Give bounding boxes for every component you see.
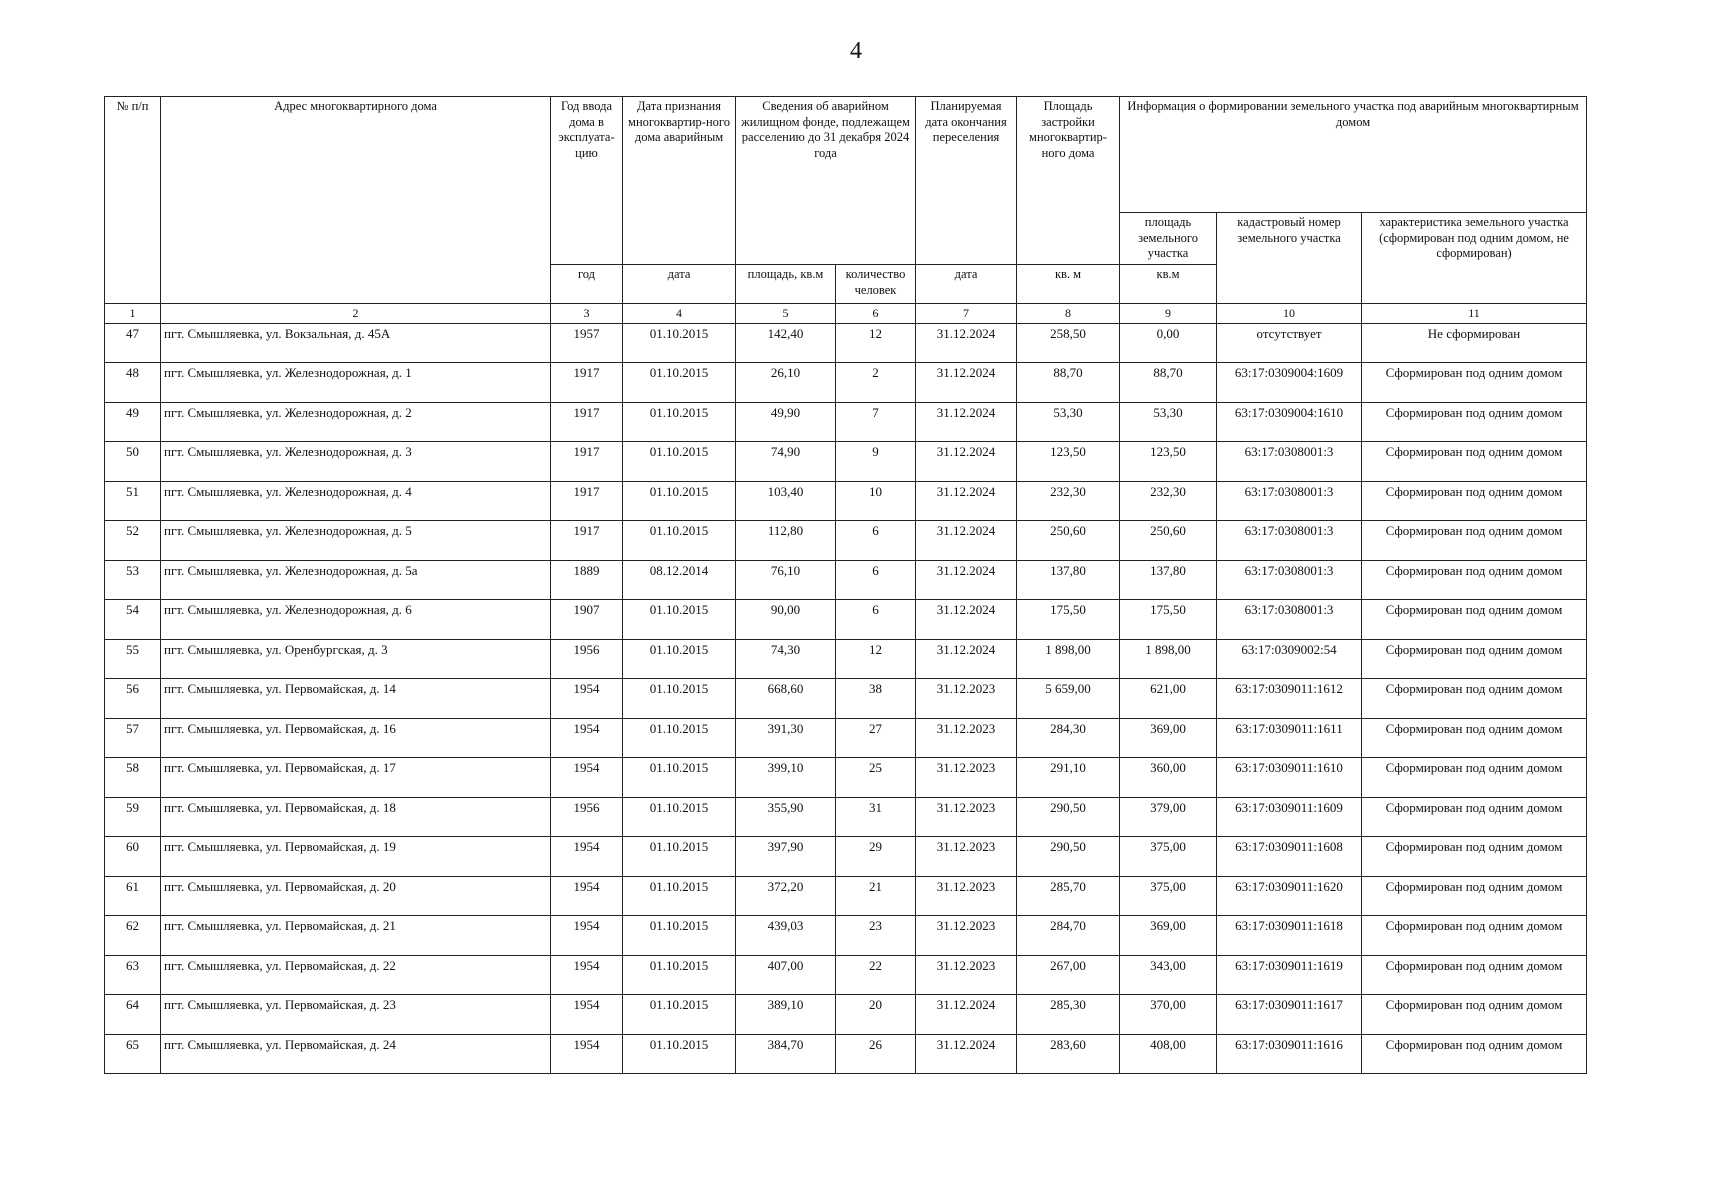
row-address: пгт. Смышляевка, ул. Железнодорожная, д. 5 — [161, 521, 551, 561]
row-cadastral: 63:17:0309011:1618 — [1217, 916, 1362, 956]
header-emergency-fund: Сведения об аварийном жилищном фонде, подлежащем расселению до 31 декабря 2024 года — [736, 97, 916, 265]
row-number: 48 — [105, 363, 161, 403]
row-planned-date: 31.12.2023 — [916, 837, 1017, 877]
row-number: 47 — [105, 323, 161, 363]
row-building-area: 290,50 — [1017, 837, 1120, 877]
row-planned-date: 31.12.2024 — [916, 442, 1017, 482]
table-row — [105, 955, 1587, 995]
row-area: 439,03 — [736, 916, 836, 956]
row-people: 29 — [836, 837, 916, 877]
row-year: 1917 — [551, 402, 623, 442]
unit-people: количество человек — [836, 264, 916, 303]
row-recognition-date: 01.10.2015 — [623, 679, 736, 719]
row-address: пгт. Смышляевка, ул. Первомайская, д. 24 — [161, 1034, 551, 1074]
row-land-area: 360,00 — [1120, 758, 1217, 798]
table-row — [105, 718, 1587, 758]
row-land-status: Сформирован под одним домом — [1362, 679, 1587, 719]
row-recognition-date: 01.10.2015 — [623, 876, 736, 916]
row-area: 407,00 — [736, 955, 836, 995]
unit-date: дата — [623, 264, 736, 303]
row-cadastral: 63:17:0308001:3 — [1217, 442, 1362, 482]
unit-year: год — [551, 264, 623, 303]
row-address: пгт. Смышляевка, ул. Первомайская, д. 23 — [161, 995, 551, 1035]
row-land-status: Сформирован под одним домом — [1362, 797, 1587, 837]
row-area: 49,90 — [736, 402, 836, 442]
row-cadastral: 63:17:0309011:1611 — [1217, 718, 1362, 758]
row-people: 2 — [836, 363, 916, 403]
row-land-area: 621,00 — [1120, 679, 1217, 719]
row-area: 74,30 — [736, 639, 836, 679]
row-people: 10 — [836, 481, 916, 521]
row-recognition-date: 01.10.2015 — [623, 521, 736, 561]
header-land-group: Информация о формировании земельного участка под аварийным многоквартирным домом — [1120, 97, 1587, 213]
table-row — [105, 402, 1587, 442]
row-planned-date: 31.12.2023 — [916, 679, 1017, 719]
table-row — [105, 876, 1587, 916]
row-recognition-date: 08.12.2014 — [623, 560, 736, 600]
row-building-area: 1 898,00 — [1017, 639, 1120, 679]
row-recognition-date: 01.10.2015 — [623, 797, 736, 837]
column-number: 11 — [1362, 303, 1587, 323]
row-recognition-date: 01.10.2015 — [623, 363, 736, 403]
row-building-area: 284,70 — [1017, 916, 1120, 956]
row-year: 1954 — [551, 1034, 623, 1074]
row-building-area: 291,10 — [1017, 758, 1120, 798]
row-people: 22 — [836, 955, 916, 995]
row-people: 27 — [836, 718, 916, 758]
row-number: 65 — [105, 1034, 161, 1074]
row-number: 63 — [105, 955, 161, 995]
row-area: 397,90 — [736, 837, 836, 877]
table-row — [105, 995, 1587, 1035]
row-building-area: 267,00 — [1017, 955, 1120, 995]
row-cadastral: 63:17:0309011:1619 — [1217, 955, 1362, 995]
column-number: 3 — [551, 303, 623, 323]
row-land-status: Сформирован под одним домом — [1362, 363, 1587, 403]
row-address: пгт. Смышляевка, ул. Железнодорожная, д. 1 — [161, 363, 551, 403]
header-num: № п/п — [105, 97, 161, 304]
row-year: 1954 — [551, 876, 623, 916]
row-people: 12 — [836, 639, 916, 679]
header-building-area: Площадь застройки многоквартир-ного дома — [1017, 97, 1120, 265]
emergency-housing-table — [104, 96, 1587, 1074]
row-building-area: 88,70 — [1017, 363, 1120, 403]
row-number: 55 — [105, 639, 161, 679]
row-people: 6 — [836, 600, 916, 640]
row-people: 26 — [836, 1034, 916, 1074]
row-recognition-date: 01.10.2015 — [623, 955, 736, 995]
row-number: 56 — [105, 679, 161, 719]
row-planned-date: 31.12.2024 — [916, 481, 1017, 521]
table-row — [105, 560, 1587, 600]
row-building-area: 123,50 — [1017, 442, 1120, 482]
row-address: пгт. Смышляевка, ул. Первомайская, д. 18 — [161, 797, 551, 837]
row-address: пгт. Смышляевка, ул. Первомайская, д. 14 — [161, 679, 551, 719]
row-area: 142,40 — [736, 323, 836, 363]
page-number: 4 — [850, 38, 862, 64]
row-land-status: Сформирован под одним домом — [1362, 560, 1587, 600]
row-cadastral: 63:17:0308001:3 — [1217, 481, 1362, 521]
column-number: 4 — [623, 303, 736, 323]
row-number: 53 — [105, 560, 161, 600]
row-number: 59 — [105, 797, 161, 837]
row-building-area: 290,50 — [1017, 797, 1120, 837]
table-row — [105, 797, 1587, 837]
row-number: 49 — [105, 402, 161, 442]
header-year: Год ввода дома в эксплуата-цию — [551, 97, 623, 265]
row-people: 6 — [836, 560, 916, 600]
row-address: пгт. Смышляевка, ул. Первомайская, д. 17 — [161, 758, 551, 798]
unit-land-area: кв.м — [1120, 264, 1217, 303]
row-land-status: Сформирован под одним домом — [1362, 600, 1587, 640]
row-year: 1954 — [551, 758, 623, 798]
row-area: 26,10 — [736, 363, 836, 403]
table-row — [105, 639, 1587, 679]
row-cadastral: 63:17:0308001:3 — [1217, 560, 1362, 600]
row-building-area: 232,30 — [1017, 481, 1120, 521]
row-area: 384,70 — [736, 1034, 836, 1074]
row-planned-date: 31.12.2024 — [916, 402, 1017, 442]
row-land-status: Сформирован под одним домом — [1362, 402, 1587, 442]
row-people: 25 — [836, 758, 916, 798]
row-area: 668,60 — [736, 679, 836, 719]
table-row — [105, 481, 1587, 521]
row-cadastral: 63:17:0309011:1610 — [1217, 758, 1362, 798]
row-land-status: Сформирован под одним домом — [1362, 995, 1587, 1035]
header-land-status: характеристика земельного участка (сформирован под одним домом, не сформирован) — [1362, 213, 1587, 304]
row-number: 57 — [105, 718, 161, 758]
row-cadastral: 63:17:0309011:1608 — [1217, 837, 1362, 877]
row-planned-date: 31.12.2024 — [916, 560, 1017, 600]
row-building-area: 250,60 — [1017, 521, 1120, 561]
column-number: 6 — [836, 303, 916, 323]
row-people: 21 — [836, 876, 916, 916]
row-number: 54 — [105, 600, 161, 640]
row-address: пгт. Смышляевка, ул. Первомайская, д. 21 — [161, 916, 551, 956]
row-planned-date: 31.12.2024 — [916, 995, 1017, 1035]
row-land-status: Сформирован под одним домом — [1362, 521, 1587, 561]
row-year: 1956 — [551, 639, 623, 679]
row-cadastral: 63:17:0309002:54 — [1217, 639, 1362, 679]
row-area: 112,80 — [736, 521, 836, 561]
row-land-area: 369,00 — [1120, 718, 1217, 758]
row-cadastral: отсутствует — [1217, 323, 1362, 363]
row-building-area: 285,70 — [1017, 876, 1120, 916]
row-land-area: 137,80 — [1120, 560, 1217, 600]
row-area: 90,00 — [736, 600, 836, 640]
row-planned-date: 31.12.2023 — [916, 876, 1017, 916]
row-planned-date: 31.12.2024 — [916, 363, 1017, 403]
row-address: пгт. Смышляевка, ул. Первомайская, д. 19 — [161, 837, 551, 877]
row-land-area: 123,50 — [1120, 442, 1217, 482]
table-row — [105, 521, 1587, 561]
row-year: 1954 — [551, 718, 623, 758]
row-land-area: 88,70 — [1120, 363, 1217, 403]
row-year: 1889 — [551, 560, 623, 600]
row-land-status: Не сформирован — [1362, 323, 1587, 363]
row-land-area: 375,00 — [1120, 837, 1217, 877]
row-recognition-date: 01.10.2015 — [623, 442, 736, 482]
unit-planned: дата — [916, 264, 1017, 303]
row-land-area: 1 898,00 — [1120, 639, 1217, 679]
row-area: 103,40 — [736, 481, 836, 521]
row-land-area: 232,30 — [1120, 481, 1217, 521]
table-row — [105, 323, 1587, 363]
row-year: 1957 — [551, 323, 623, 363]
row-recognition-date: 01.10.2015 — [623, 600, 736, 640]
row-cadastral: 63:17:0309011:1609 — [1217, 797, 1362, 837]
row-address: пгт. Смышляевка, ул. Первомайская, д. 20 — [161, 876, 551, 916]
row-number: 61 — [105, 876, 161, 916]
row-recognition-date: 01.10.2015 — [623, 639, 736, 679]
row-land-status: Сформирован под одним домом — [1362, 758, 1587, 798]
header-cadastral: кадастровый номер земельного участка — [1217, 213, 1362, 304]
row-area: 391,30 — [736, 718, 836, 758]
row-land-area: 408,00 — [1120, 1034, 1217, 1074]
row-number: 58 — [105, 758, 161, 798]
row-area: 399,10 — [736, 758, 836, 798]
row-land-status: Сформирован под одним домом — [1362, 1034, 1587, 1074]
row-people: 12 — [836, 323, 916, 363]
row-address: пгт. Смышляевка, ул. Первомайская, д. 22 — [161, 955, 551, 995]
row-year: 1954 — [551, 995, 623, 1035]
row-planned-date: 31.12.2023 — [916, 718, 1017, 758]
row-number: 51 — [105, 481, 161, 521]
row-recognition-date: 01.10.2015 — [623, 916, 736, 956]
row-planned-date: 31.12.2024 — [916, 521, 1017, 561]
column-number: 7 — [916, 303, 1017, 323]
row-number: 50 — [105, 442, 161, 482]
row-people: 20 — [836, 995, 916, 1035]
table-row — [105, 600, 1587, 640]
row-planned-date: 31.12.2024 — [916, 639, 1017, 679]
row-people: 6 — [836, 521, 916, 561]
column-number: 8 — [1017, 303, 1120, 323]
row-recognition-date: 01.10.2015 — [623, 1034, 736, 1074]
row-building-area: 285,30 — [1017, 995, 1120, 1035]
row-recognition-date: 01.10.2015 — [623, 481, 736, 521]
row-address: пгт. Смышляевка, ул. Железнодорожная, д. 4 — [161, 481, 551, 521]
row-planned-date: 31.12.2024 — [916, 1034, 1017, 1074]
row-planned-date: 31.12.2023 — [916, 916, 1017, 956]
row-land-status: Сформирован под одним домом — [1362, 718, 1587, 758]
row-recognition-date: 01.10.2015 — [623, 758, 736, 798]
column-number: 1 — [105, 303, 161, 323]
row-land-area: 250,60 — [1120, 521, 1217, 561]
row-recognition-date: 01.10.2015 — [623, 402, 736, 442]
row-year: 1954 — [551, 916, 623, 956]
row-planned-date: 31.12.2023 — [916, 955, 1017, 995]
row-number: 52 — [105, 521, 161, 561]
row-planned-date: 31.12.2023 — [916, 797, 1017, 837]
row-building-area: 175,50 — [1017, 600, 1120, 640]
row-year: 1917 — [551, 521, 623, 561]
row-land-area: 53,30 — [1120, 402, 1217, 442]
unit-building-area: кв. м — [1017, 264, 1120, 303]
row-people: 38 — [836, 679, 916, 719]
row-land-status: Сформирован под одним домом — [1362, 876, 1587, 916]
row-number: 60 — [105, 837, 161, 877]
row-address: пгт. Смышляевка, ул. Первомайская, д. 16 — [161, 718, 551, 758]
header-land-area: площадь земельного участка — [1120, 213, 1217, 265]
row-cadastral: 63:17:0309004:1609 — [1217, 363, 1362, 403]
row-area: 389,10 — [736, 995, 836, 1035]
row-recognition-date: 01.10.2015 — [623, 718, 736, 758]
row-address: пгт. Смышляевка, ул. Железнодорожная, д. 2 — [161, 402, 551, 442]
row-building-area: 53,30 — [1017, 402, 1120, 442]
row-people: 23 — [836, 916, 916, 956]
table-row — [105, 758, 1587, 798]
row-land-area: 379,00 — [1120, 797, 1217, 837]
table-row — [105, 916, 1587, 956]
row-year: 1917 — [551, 481, 623, 521]
row-address: пгт. Смышляевка, ул. Железнодорожная, д. 6 — [161, 600, 551, 640]
row-cadastral: 63:17:0308001:3 — [1217, 521, 1362, 561]
row-people: 9 — [836, 442, 916, 482]
row-planned-date: 31.12.2024 — [916, 323, 1017, 363]
row-cadastral: 63:17:0309011:1617 — [1217, 995, 1362, 1035]
table-row — [105, 1034, 1587, 1074]
table-row — [105, 679, 1587, 719]
row-year: 1954 — [551, 837, 623, 877]
row-land-status: Сформирован под одним домом — [1362, 955, 1587, 995]
column-number: 10 — [1217, 303, 1362, 323]
row-cadastral: 63:17:0308001:3 — [1217, 600, 1362, 640]
row-year: 1917 — [551, 363, 623, 403]
row-address: пгт. Смышляевка, ул. Оренбургская, д. 3 — [161, 639, 551, 679]
row-address: пгт. Смышляевка, ул. Вокзальная, д. 45А — [161, 323, 551, 363]
table-row — [105, 363, 1587, 403]
row-land-status: Сформирован под одним домом — [1362, 639, 1587, 679]
row-building-area: 284,30 — [1017, 718, 1120, 758]
header-planned-date: Планируемая дата окончания переселения — [916, 97, 1017, 265]
row-land-status: Сформирован под одним домом — [1362, 837, 1587, 877]
table-row — [105, 837, 1587, 877]
table-body — [105, 323, 1587, 1074]
row-area: 76,10 — [736, 560, 836, 600]
row-cadastral: 63:17:0309011:1620 — [1217, 876, 1362, 916]
row-area: 355,90 — [736, 797, 836, 837]
row-number: 62 — [105, 916, 161, 956]
row-recognition-date: 01.10.2015 — [623, 323, 736, 363]
row-cadastral: 63:17:0309004:1610 — [1217, 402, 1362, 442]
row-area: 372,20 — [736, 876, 836, 916]
row-planned-date: 31.12.2024 — [916, 600, 1017, 640]
column-number: 2 — [161, 303, 551, 323]
row-recognition-date: 01.10.2015 — [623, 995, 736, 1035]
row-building-area: 137,80 — [1017, 560, 1120, 600]
row-area: 74,90 — [736, 442, 836, 482]
row-address: пгт. Смышляевка, ул. Железнодорожная, д. 5а — [161, 560, 551, 600]
row-land-status: Сформирован под одним домом — [1362, 916, 1587, 956]
row-land-area: 375,00 — [1120, 876, 1217, 916]
row-year: 1954 — [551, 679, 623, 719]
row-cadastral: 63:17:0309011:1616 — [1217, 1034, 1362, 1074]
header-recognition-date: Дата признания многоквартир-ного дома аварийным — [623, 97, 736, 265]
row-people: 31 — [836, 797, 916, 837]
row-land-status: Сформирован под одним домом — [1362, 442, 1587, 482]
row-land-area: 343,00 — [1120, 955, 1217, 995]
row-building-area: 5 659,00 — [1017, 679, 1120, 719]
row-recognition-date: 01.10.2015 — [623, 837, 736, 877]
row-land-area: 370,00 — [1120, 995, 1217, 1035]
row-year: 1907 — [551, 600, 623, 640]
row-building-area: 258,50 — [1017, 323, 1120, 363]
header-address: Адрес многоквартирного дома — [161, 97, 551, 304]
row-year: 1917 — [551, 442, 623, 482]
row-address: пгт. Смышляевка, ул. Железнодорожная, д. 3 — [161, 442, 551, 482]
row-land-area: 175,50 — [1120, 600, 1217, 640]
row-year: 1954 — [551, 955, 623, 995]
row-year: 1956 — [551, 797, 623, 837]
row-land-area: 0,00 — [1120, 323, 1217, 363]
row-planned-date: 31.12.2023 — [916, 758, 1017, 798]
row-cadastral: 63:17:0309011:1612 — [1217, 679, 1362, 719]
table-row — [105, 442, 1587, 482]
row-building-area: 283,60 — [1017, 1034, 1120, 1074]
row-people: 7 — [836, 402, 916, 442]
column-number: 9 — [1120, 303, 1217, 323]
row-number: 64 — [105, 995, 161, 1035]
unit-area: площадь, кв.м — [736, 264, 836, 303]
column-number: 5 — [736, 303, 836, 323]
row-land-status: Сформирован под одним домом — [1362, 481, 1587, 521]
column-number-row — [105, 303, 1587, 323]
row-land-area: 369,00 — [1120, 916, 1217, 956]
